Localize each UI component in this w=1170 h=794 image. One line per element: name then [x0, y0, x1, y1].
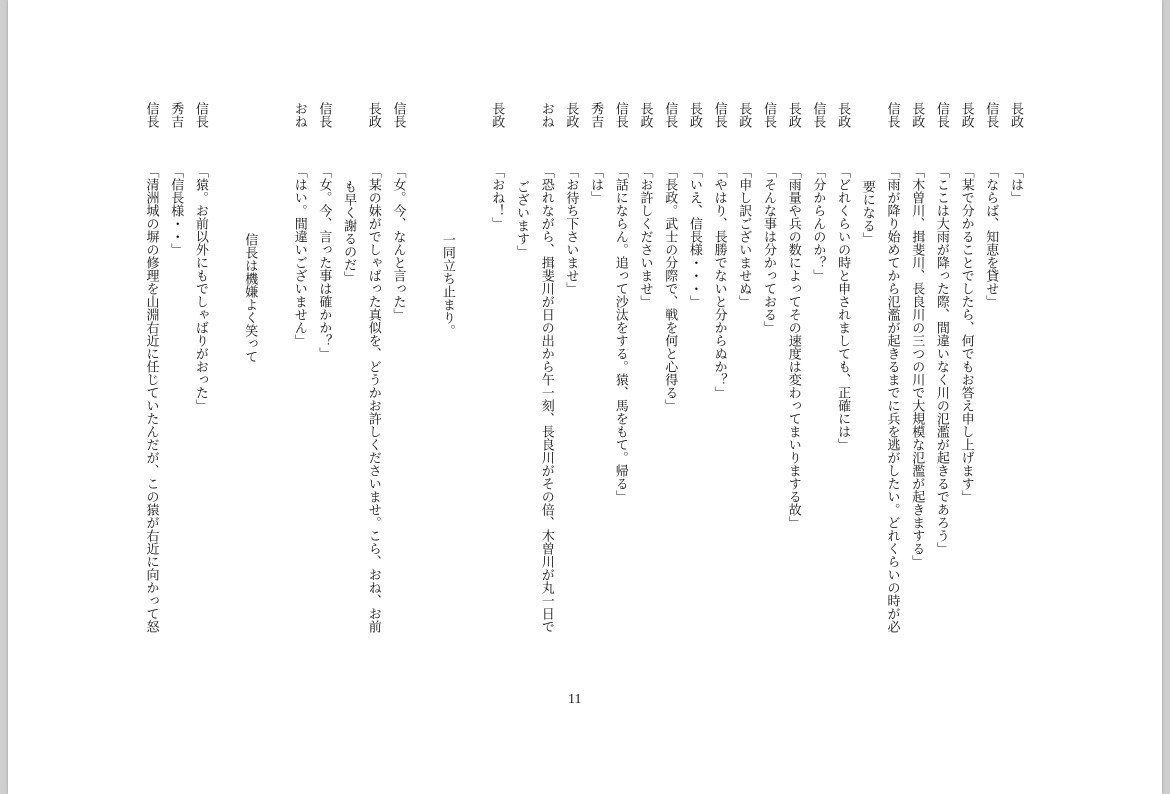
dialogue-text: 「分からんのか？」: [810, 165, 826, 282]
dialogue-text: 「ならば、知恵を貸せ」: [983, 165, 999, 308]
dialogue-text: 「はい。間違いございません」: [291, 165, 307, 347]
dialogue-text: 「話にならん。追って沙汰をする。猿、馬をもて。帰る」: [612, 165, 628, 503]
speaker-name: おね: [291, 102, 307, 128]
dialogue-text: 「猿。お前以外にもでしゃばりがおった」: [192, 165, 208, 412]
dialogue-text: 「女。今、言った事は確かか？」: [316, 165, 332, 360]
dialogue-text: 要になる」: [859, 180, 875, 245]
speaker-name: 長政: [785, 102, 801, 128]
dialogue-text: 「雨量や兵の数によってその速度は変わってまいりまする故」: [785, 165, 801, 529]
speaker-name: 長政: [835, 102, 851, 128]
page-number: 11: [568, 692, 582, 707]
dialogue-text: 「どれくらいの時と申されましても、正確には」: [835, 165, 851, 451]
dialogue-text: 「は」: [588, 165, 604, 204]
dialogue-text: 「いえ、信長様・・・」: [686, 165, 702, 308]
speaker-name: 長政: [909, 102, 925, 128]
dialogue-text: 「長政。武士の分際で、戦を何と心得る」: [662, 165, 678, 412]
script-lines: [8, 0, 1162, 794]
speaker-name: 信長: [316, 102, 332, 128]
speaker-name: 長政: [1008, 102, 1023, 128]
dialogue-text: 「恐れながら、揖斐川が日の出から午一刻、長良川がその倍、木曽川が丸一日で: [538, 165, 554, 633]
dialogue-text: 「信長様・・」: [168, 165, 184, 256]
stage-direction: 一同立ち止まり。: [439, 233, 455, 337]
dialogue-text: 「女。今、なんと言った」: [390, 165, 406, 321]
dialogue-text: 「そんな事は分かっておる」: [761, 165, 776, 334]
speaker-name: 長政: [563, 102, 579, 128]
dialogue-text: 「申し訳ございませぬ」: [736, 165, 752, 308]
speaker-name: 信長: [810, 102, 826, 128]
dialogue-text: 「やはり、長勝でないと分からぬか？」: [711, 165, 727, 399]
speaker-name: 長政: [365, 102, 381, 128]
speaker-name: 信長: [711, 102, 727, 128]
speaker-name: 信長: [390, 102, 406, 128]
speaker-name: 長政: [958, 102, 974, 128]
dialogue-text: 「は」: [1008, 165, 1023, 204]
dialogue-text: ございます」: [514, 180, 529, 258]
speaker-name: 長政: [489, 102, 505, 128]
dialogue-text: 「清洲城の塀の修理を山淵右近に任じていたんだが、この猿が右近に向かって怒: [143, 165, 159, 633]
dialogue-text: 「某で分かることでしたら、何でもお答え申し上げます」: [958, 165, 974, 503]
speaker-name: 信長: [143, 102, 159, 128]
speaker-name: 信長: [933, 102, 949, 128]
dialogue-text: 「雨が降り始めてから氾濫が起きるまでに兵を逃がしたい。どれくらいの時が必: [884, 165, 900, 633]
speaker-name: 長政: [736, 102, 752, 128]
speaker-name: 信長: [761, 102, 776, 128]
speaker-name: 信長: [983, 102, 999, 128]
speaker-name: 信長: [612, 102, 628, 128]
speaker-name: 秀吉: [168, 102, 184, 128]
speaker-name: 信長: [192, 102, 208, 128]
dialogue-text: 「木曽川、揖斐川、長良川の三つの川で大規模な氾濫が起きまする」: [909, 165, 925, 568]
dialogue-text: 「ここは大雨が降った際、間違いなく川の氾濫が起きるであろう」: [933, 165, 949, 555]
speaker-name: 長政: [686, 102, 702, 128]
dialogue-text: 「某の妹がでしゃばった真似を、どうかお許しくださいませ。こら、おね、お前: [365, 165, 381, 633]
stage-direction: 信長は機嫌よく笑って: [242, 233, 258, 363]
document-page: [8, 0, 1162, 794]
speaker-name: おね: [538, 102, 554, 128]
speaker-name: 秀吉: [588, 102, 604, 128]
dialogue-text: 「お許しくださいませ」: [637, 165, 653, 308]
speaker-name: 長政: [637, 102, 653, 128]
speaker-name: 信長: [884, 102, 900, 128]
dialogue-text: 「おね！」: [489, 165, 505, 230]
dialogue-text: 「お待ち下さいませ」: [563, 165, 579, 295]
speaker-name: 信長: [662, 102, 678, 128]
dialogue-text: も早く謝るのだ」: [341, 180, 357, 284]
